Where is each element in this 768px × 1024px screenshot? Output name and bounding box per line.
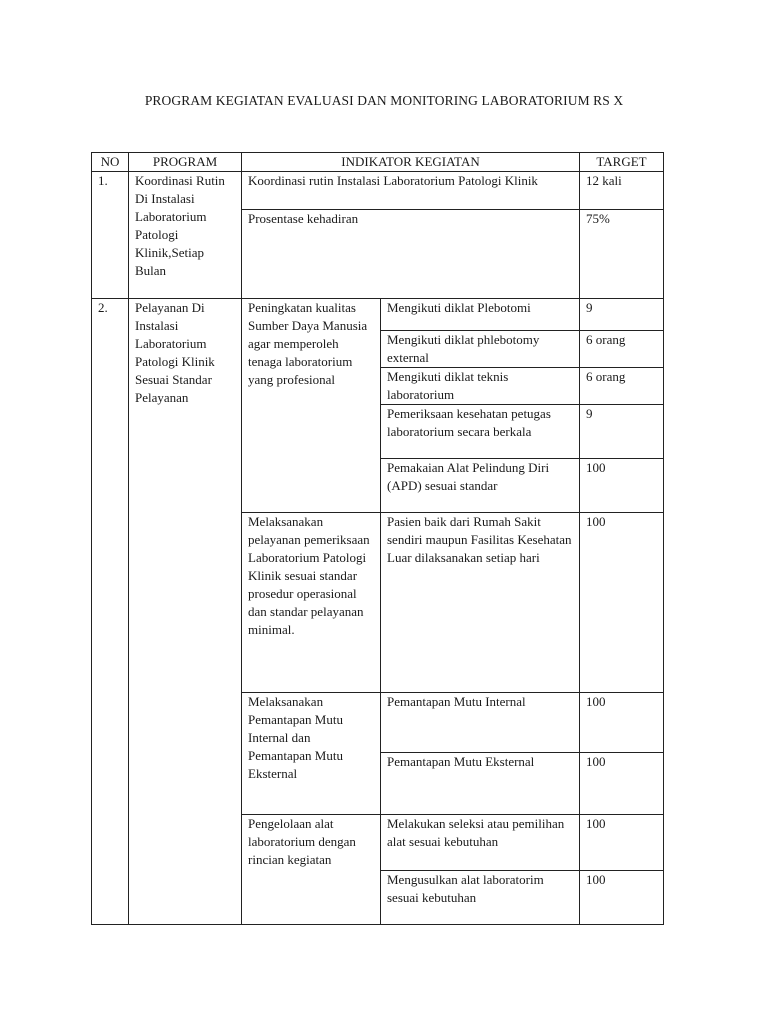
table-header-row [92,153,664,172]
header-target: TARGET [580,153,664,172]
header-no: NO [92,153,129,172]
row-number: 1. [92,172,129,299]
target-cell: 100 [580,693,664,753]
target-cell: 6 orang [580,331,664,368]
kegiatan-cell: Melaksanakan Pemantapan Mutu Internal dan Pemantapan Mutu Eksternal [242,693,381,815]
table-row [92,172,664,210]
indikator-line: Pemakaian Alat Pelindung Diri [387,460,550,475]
indikator-line: (APD) sesuai standar [387,478,498,493]
target-cell: 9 [580,299,664,331]
indikator-cell: Pemeriksaan kesehatan petugas laboratorium secara berkala [381,405,580,459]
indikator-cell: Mengusulkan alat laboratorim sesuai kebutuhan [381,871,580,925]
target-cell: 100 [580,459,664,513]
header-program: PROGRAM [129,153,242,172]
target-cell: 100 [580,513,664,693]
program-table [91,152,664,925]
program-cell: Koordinasi Rutin Di Instalasi Laboratorium Patologi Klinik,Setiap Bulan [129,172,242,299]
indikator-cell: Koordinasi rutin Instalasi Laboratorium Patologi Klinik [242,172,580,210]
indikator-cell [381,459,580,513]
target-cell: 100 [580,753,664,815]
row-number: 2. [92,299,129,925]
indikator-cell: Pasien baik dari Rumah Sakit sendiri maupun Fasilitas Kesehatan Luar dilaksanakan setiap hari [381,513,580,693]
indikator-cell: Prosentase kehadiran [242,210,580,299]
target-cell: 9 [580,405,664,459]
indikator-cell: Mengikuti diklat Plebotomi [381,299,580,331]
indikator-cell: Mengikuti diklat phlebotomy external [381,331,580,368]
target-cell: 75% [580,210,664,299]
indikator-cell: Pemantapan Mutu Internal [381,693,580,753]
table-row [92,299,664,331]
indikator-cell: Melakukan seleksi atau pemilihan alat sesuai kebutuhan [381,815,580,871]
target-cell: 100 [580,871,664,925]
program-cell: Pelayanan Di Instalasi Laboratorium Patologi Klinik Sesuai Standar Pelayanan [129,299,242,925]
indikator-cell: Pemantapan Mutu Eksternal [381,753,580,815]
kegiatan-cell: Peningkatan kualitas Sumber Daya Manusia agar memperoleh tenaga laboratorium yang profesional [242,299,381,513]
document-title: PROGRAM KEGIATAN EVALUASI DAN MONITORING LABORATORIUM RS X [144,93,624,108]
target-cell: 100 [580,815,664,871]
kegiatan-cell: Melaksanakan pelayanan pemeriksaan Laboratorium Patologi Klinik sesuai standar prosedur operasional dan standar pelayanan minimal. [242,513,381,693]
header-indikator: INDIKATOR KEGIATAN [242,153,580,172]
indikator-cell: Mengikuti diklat teknis laboratorium [381,368,580,405]
target-cell: 12 kali [580,172,664,210]
target-cell: 6 orang [580,368,664,405]
kegiatan-cell: Pengelolaan alat laboratorium dengan rincian kegiatan [242,815,381,925]
